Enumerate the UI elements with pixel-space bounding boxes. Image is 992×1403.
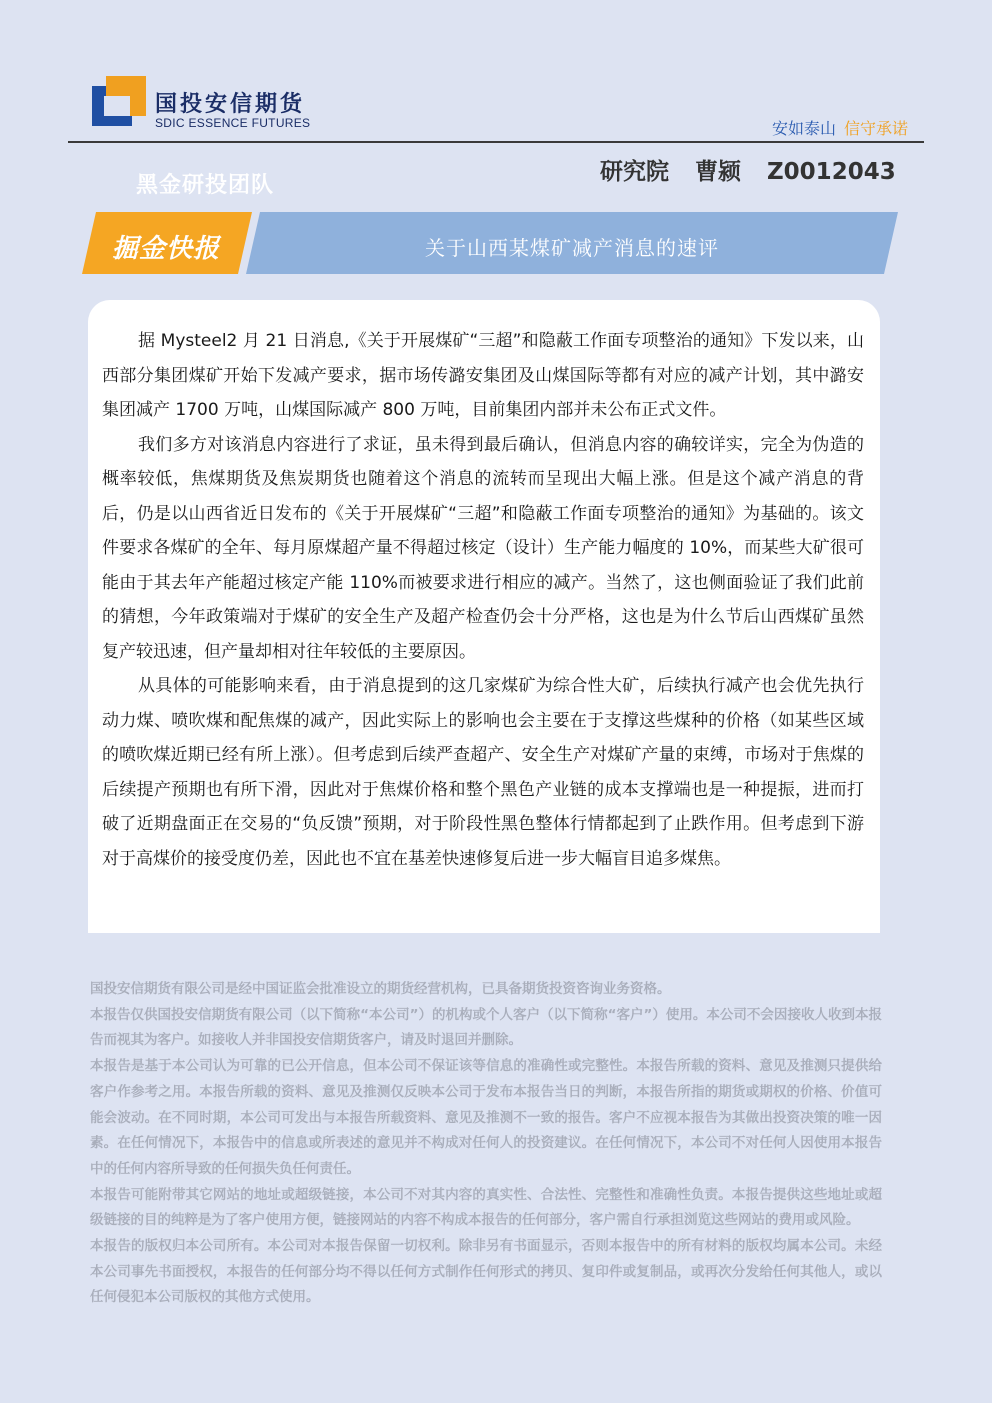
- slogan-part-2: 信守承诺: [843, 119, 908, 138]
- disclaimer: [90, 977, 882, 1311]
- disclaimer-paragraph: 本报告可能附带其它网站的地址或超级链接，本公司不对其内容的真实性、合法性、完整性和准确性负责。本报告提供这些地址或超级链接的目的纯粹是为了客户使用方便，链接网站的内容不构成本报告的任何部分，客户需自行承担浏览这些网站的费用或风险。: [90, 1186, 882, 1229]
- team-name: 黑金研投团队: [136, 173, 275, 198]
- author-department: 研究院: [600, 159, 669, 185]
- company-logo: [90, 76, 146, 130]
- company-name-cn: 国投安信期货: [155, 92, 306, 117]
- slogan: [772, 116, 908, 139]
- header-divider: [68, 141, 924, 143]
- slogan-part-1: 安如泰山: [771, 119, 836, 138]
- body-paragraph: 从具体的可能影响来看，由于消息提到的这几家煤矿为综合性大矿，后续执行减产也会优先执行动力煤、喷吹煤和配焦煤的减产，因此实际上的影响也会主要在于支撑这些煤种的价格（如某些区域的喷吹煤近期已经有所上涨）。但考虑到后续严查超产、安全生产对煤矿产量的束缚，市场对于焦煤的后续提产预期也有所下滑，因此对于焦煤价格和整个黑色产业链的成本支撑端也是一种提振，进而打破了近期盘面正在交易的“负反馈”预期，对于阶段性黑色整体行情都起到了止跌作用。但考虑到下游对于高煤价的接受度仍差，因此也不宜在基差快速修复后进一步大幅盲目追多煤焦。: [102, 676, 864, 869]
- company-name-en: SDIC ESSENCE FUTURES: [155, 116, 311, 130]
- disclaimer-paragraph: 本报告仅供国投安信期货有限公司（以下简称“本公司”）的机构或个人客户（以下简称“客户”）使用。本公司不会因接收人收到本报告而视其为客户。如接收人并非国投安信期货客户，请及时退回并删除。: [90, 1006, 882, 1049]
- logo-white-cutout: [104, 96, 130, 116]
- author-name: 曹颍: [695, 159, 741, 185]
- disclaimer-paragraph: 本报告是基于本公司认为可靠的已公开信息，但本公司不保证该等信息的准确性或完整性。本报告所载的资料、意见及推测只提供给客户作参考之用。本报告所载的资料、意见及推测仅反映本公司于发布本报告当日的判断，本报告所指的期货或期权的价格、价值可能会波动。在不同时期，本公司可发出与本报告所载资料、意见及推测不一致的报告。客户不应视本报告为其做出投资决策的唯一因素。在任何情况下，本报告中的信息或所表述的意见并不构成对任何人的投资建议。在任何情况下，本公司不对任何人因使用本报告中的任何内容所导致的任何损失负任何责任。: [90, 1058, 882, 1177]
- disclaimer-paragraph: 国投安信期货有限公司是经中国证监会批准设立的期货经营机构，已具备期货投资咨询业务资格。: [90, 981, 671, 997]
- author-license: Z0012043: [767, 159, 896, 185]
- author-line: [600, 153, 896, 186]
- disclaimer-paragraph: 本报告的版权归本公司所有。本公司对本报告保留一切权利。除非另有书面显示，否则本报告中的所有材料的版权均属本公司。未经本公司事先书面授权，本报告的任何部分均不得以任何方式制作任何形式的拷贝、复印件或复制品，或再次分发给任何其他人，或以任何侵犯本公司版权的其他方式使用。: [90, 1238, 882, 1306]
- body-paragraph: 据 Mysteel2 月 21 日消息,《关于开展煤矿“三超”和隐蔽工作面专项整治的通知》下发以来，山西部分集团煤矿开始下发减产要求，据市场传潞安集团及山煤国际等都有对应的减产计划，其中潞安集团减产 1700 万吨，山煤国际减产 800 万吨，目前集团内部并未公布正式文件。: [102, 331, 864, 420]
- banner-tag: 掘金快报: [112, 234, 221, 264]
- report-body: [88, 300, 880, 933]
- body-paragraph: 我们多方对该消息内容进行了求证，虽未得到最后确认，但消息内容的确较详实，完全为伪造的概率较低，焦煤期货及焦炭期货也随着这个消息的流转而呈现出大幅上涨。但是这个减产消息的背后，仍是以山西省近日发布的《关于开展煤矿“三超”和隐蔽工作面专项整治的通知》为基础的。该文件要求各煤矿的全年、每月原煤超产量不得超过核定（设计）生产能力幅度的 10%，而某些大矿很可能由于其去年产能超过核定产能 110%而被要求进行相应的减产。当然了，这也侧面验证了我们此前的猜想，今年政策端对于煤矿的安全生产及超产检查仍会十分严格，这也是为什么节后山西煤矿虽然复产较迅速，但产量却相对往年较低的主要原因。: [102, 434, 864, 662]
- report-title: 关于山西某煤矿减产消息的速评: [425, 236, 719, 260]
